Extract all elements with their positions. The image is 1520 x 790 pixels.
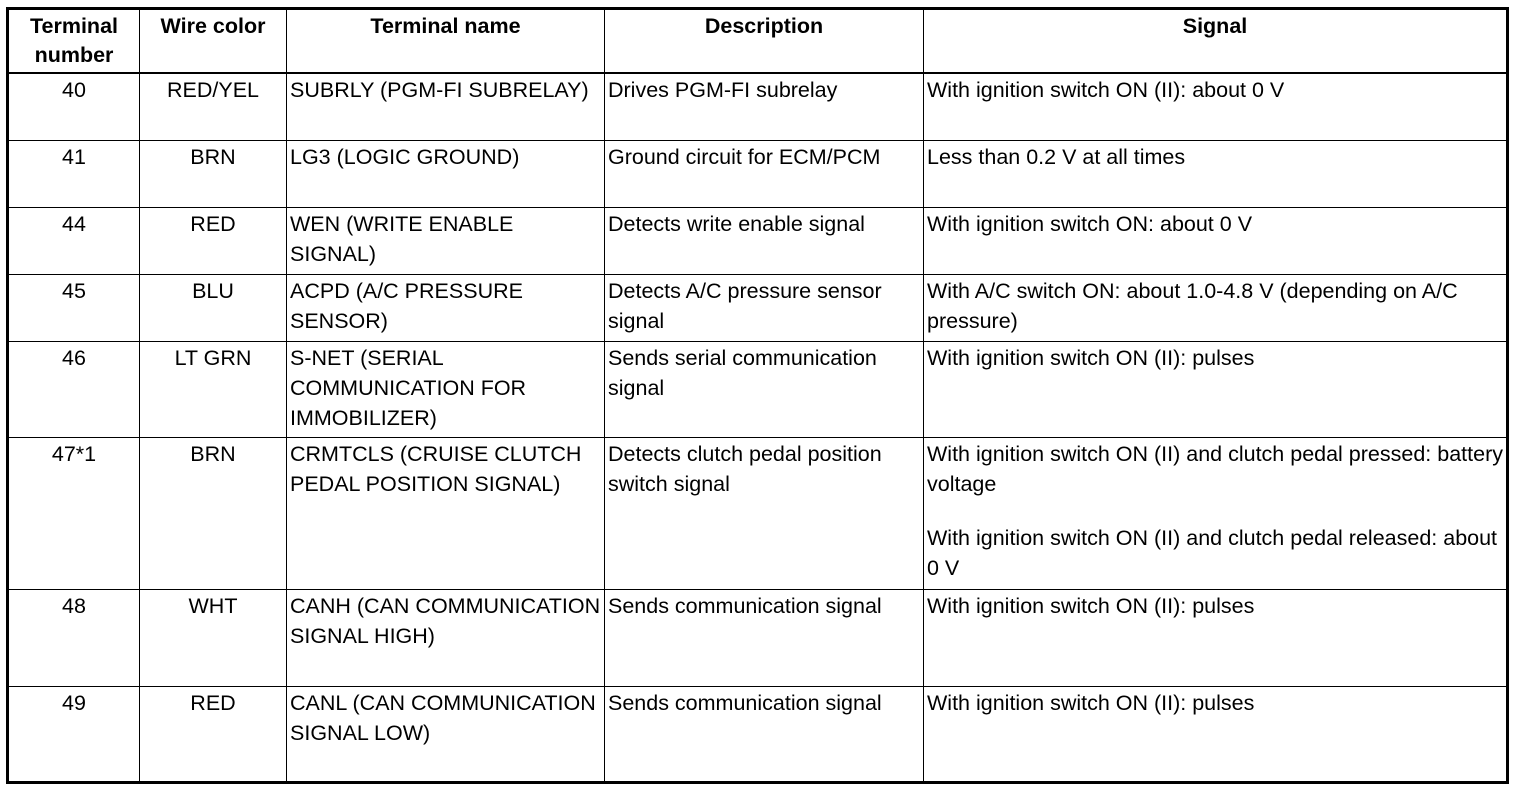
cell-description: Drives PGM-FI subrelay xyxy=(605,73,924,140)
cell-description: Detects A/C pressure sensor signal xyxy=(605,274,924,341)
cell-terminal-name: CANH (CAN COMMUNICATION SIGNAL HIGH) xyxy=(287,589,605,686)
table-row xyxy=(8,207,1508,274)
cell-description: Detects clutch pedal position switch signal xyxy=(605,437,924,589)
table-row xyxy=(8,73,1508,140)
header-terminal-name: Terminal name xyxy=(287,9,605,74)
cell-terminal-number: 46 xyxy=(8,341,140,437)
cell-terminal-name: LG3 (LOGIC GROUND) xyxy=(287,140,605,207)
signal-line: With ignition switch ON (II): about 0 V xyxy=(927,78,1285,102)
cell-signal xyxy=(924,274,1508,341)
cell-wire-color: WHT xyxy=(140,589,287,686)
cell-wire-color: LT GRN xyxy=(140,341,287,437)
cell-signal xyxy=(924,73,1508,140)
cell-terminal-number: 48 xyxy=(8,589,140,686)
signal-line: With ignition switch ON (II) and clutch pedal pressed: battery voltage xyxy=(927,441,1503,496)
cell-wire-color: BRN xyxy=(140,437,287,589)
cell-terminal-name: CRMTCLS (CRUISE CLUTCH PEDAL POSITION SIGNAL) xyxy=(287,437,605,589)
table-row xyxy=(8,686,1508,782)
table-row xyxy=(8,140,1508,207)
cell-terminal-name: S-NET (SERIAL COMMUNICATION FOR IMMOBILIZER) xyxy=(287,341,605,437)
header-signal: Signal xyxy=(924,9,1508,74)
table-row xyxy=(8,437,1508,589)
cell-terminal-name: CANL (CAN COMMUNICATION SIGNAL LOW) xyxy=(287,686,605,782)
cell-signal xyxy=(924,140,1508,207)
cell-description: Ground circuit for ECM/PCM xyxy=(605,140,924,207)
cell-signal xyxy=(924,341,1508,437)
cell-signal xyxy=(924,437,1508,589)
cell-terminal-name: ACPD (A/C PRESSURE SENSOR) xyxy=(287,274,605,341)
cell-wire-color: BRN xyxy=(140,140,287,207)
signal-line: With A/C switch ON: about 1.0-4.8 V (depending on A/C pressure) xyxy=(927,278,1458,333)
cell-signal xyxy=(924,686,1508,782)
header-row xyxy=(8,9,1508,74)
cell-wire-color: RED xyxy=(140,686,287,782)
signal-line: With ignition switch ON (II) and clutch pedal released: about 0 V xyxy=(927,525,1498,580)
cell-wire-color: RED xyxy=(140,207,287,274)
signal-line: With ignition switch ON (II): pulses xyxy=(927,690,1255,715)
cell-wire-color: RED/YEL xyxy=(140,73,287,140)
header-description: Description xyxy=(605,9,924,74)
signal-line: Less than 0.2 V at all times xyxy=(927,144,1186,169)
cell-terminal-name: SUBRLY (PGM-FI SUBRELAY) xyxy=(287,73,605,140)
cell-description: Detects write enable signal xyxy=(605,207,924,274)
table-row xyxy=(8,589,1508,686)
cell-terminal-number: 45 xyxy=(8,274,140,341)
table-body xyxy=(8,73,1508,782)
cell-terminal-number: 44 xyxy=(8,207,140,274)
cell-description: Sends communication signal xyxy=(605,686,924,782)
cell-terminal-name: WEN (WRITE ENABLE SIGNAL) xyxy=(287,207,605,274)
cell-terminal-number: 47*1 xyxy=(8,437,140,589)
cell-signal xyxy=(924,207,1508,274)
cell-terminal-number: 40 xyxy=(8,73,140,140)
terminal-pinout-table xyxy=(6,7,1509,784)
signal-line: With ignition switch ON: about 0 V xyxy=(927,211,1253,236)
table-row xyxy=(8,341,1508,437)
signal-line: With ignition switch ON (II): pulses xyxy=(927,593,1255,618)
cell-terminal-number: 41 xyxy=(8,140,140,207)
cell-terminal-number: 49 xyxy=(8,686,140,782)
signal-line: With ignition switch ON (II): pulses xyxy=(927,345,1255,370)
cell-wire-color: BLU xyxy=(140,274,287,341)
header-wire-color: Wire color xyxy=(140,9,287,74)
cell-description: Sends serial communication signal xyxy=(605,341,924,437)
table-row xyxy=(8,274,1508,341)
cell-signal xyxy=(924,589,1508,686)
cell-description: Sends communication signal xyxy=(605,589,924,686)
header-terminal-number: Terminal number xyxy=(8,9,140,74)
